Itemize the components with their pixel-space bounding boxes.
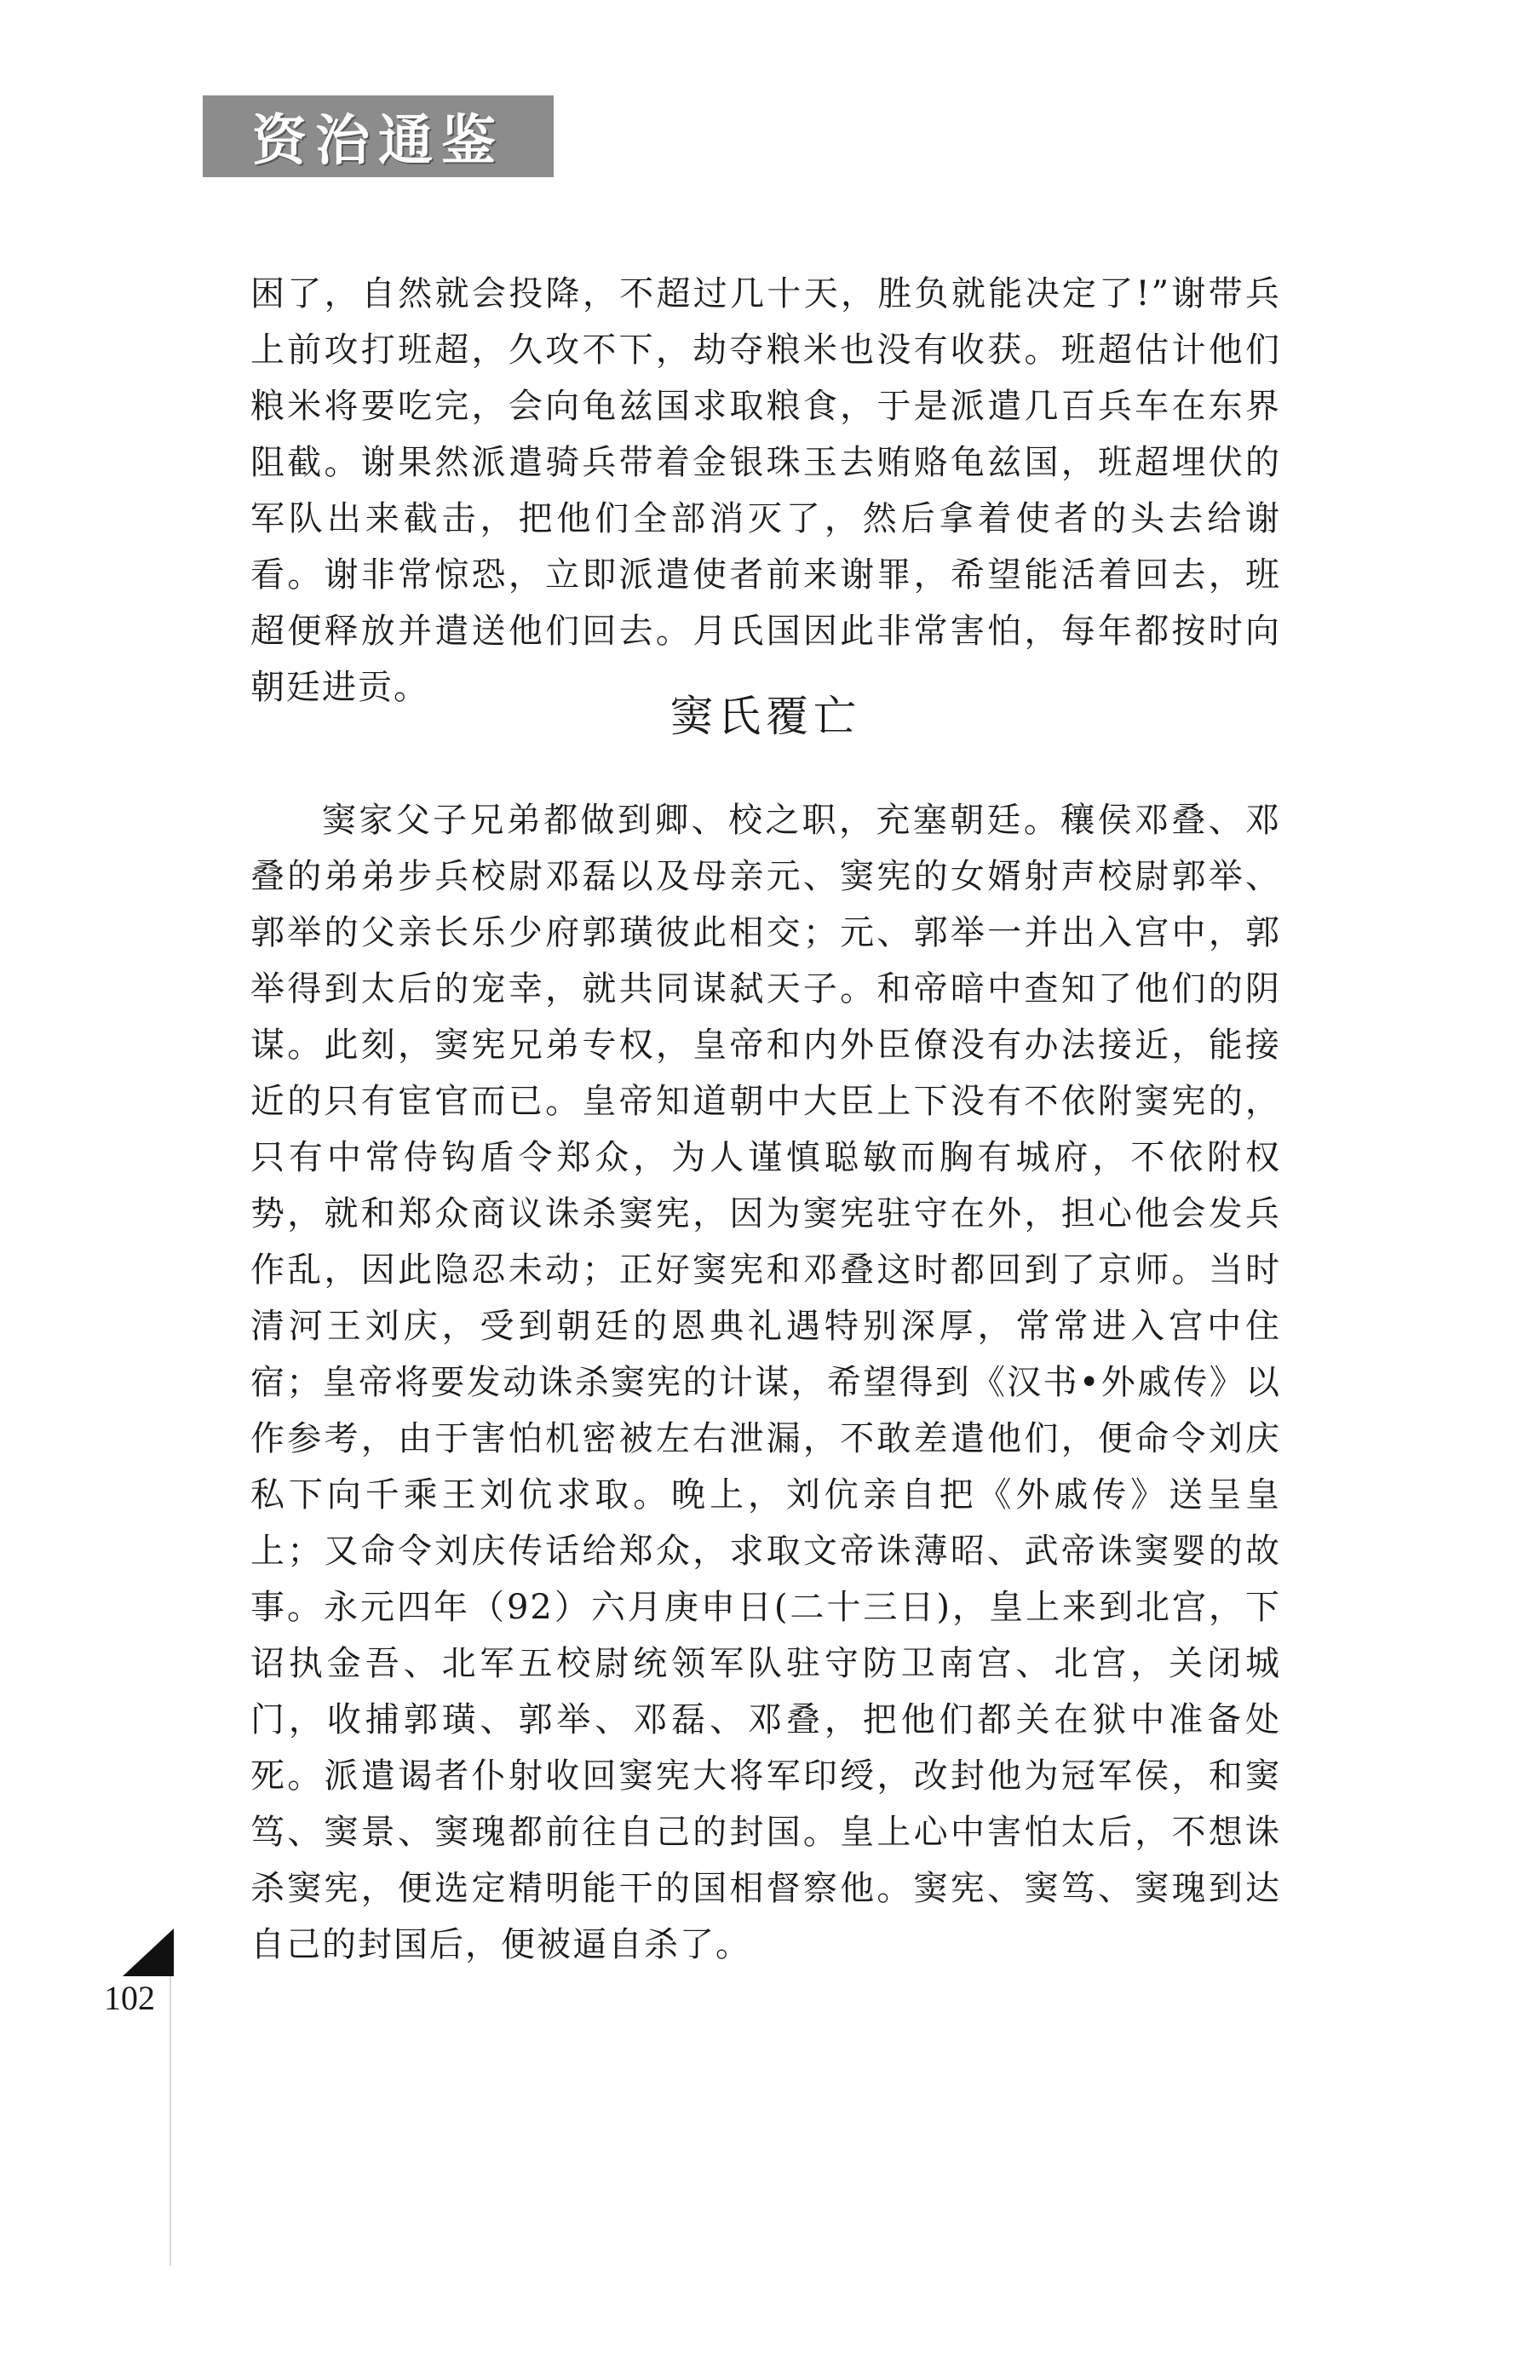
- page-number: 102: [104, 1979, 155, 2017]
- book-title: 资治通鉴: [252, 110, 504, 173]
- book-title-banner: [203, 95, 554, 177]
- paragraph: 困了，自然就会投降，不超过几十天，胜负就能决定了!”谢带兵上前攻打班超，久攻不下，劫夺粮米也没有收获。班超估计他们粮米将要吃完，会向龟兹国求取粮食，于是派遣几百兵车在东界阻截。谢果然派遣骑兵带着金银珠玉去贿赂龟兹国，班超埋伏的军队出来截击，把他们全部消灭了，然后拿着使者的头去给谢看。谢非常惊恐，立即派遣使者前来谢罪，希望能活着回去，班超便释放并遣送他们回去。月氏国因此非常害怕，每年都按时向朝廷进贡。: [250, 274, 1281, 707]
- text-continuation: [250, 266, 1281, 716]
- page-corner-triangle: [123, 1929, 174, 1976]
- margin-rule: [170, 1976, 171, 2266]
- section-body: [250, 792, 1281, 1973]
- paragraph: 窦家父子兄弟都做到卿、校之职，充塞朝廷。穰侯邓叠、邓叠的弟弟步兵校尉邓磊以及母亲元、窦宪的女婿射声校尉郭举、郭举的父亲长乐少府郭璜彼此相交；元、郭举一并出入宫中，郭举得到太后的宠幸，就共同谋弑天子。和帝暗中查知了他们的阴谋。此刻，窦宪兄弟专权，皇帝和内外臣僚没有办法接近，能接近的只有宦官而已。皇帝知道朝中大臣上下没有不依附窦宪的，只有中常侍钩盾令郑众，为人谨慎聪敏而胸有城府，不依附权势，就和郑众商议诛杀窦宪，因为窦宪驻守在外，担心他会发兵作乱，因此隐忍未动；正好窦宪和邓叠这时都回到了京师。当时清河王刘庆，受到朝廷的恩典礼遇特别深厚，常常进入宫中住宿；皇帝将要发动诛杀窦宪的计谋，希望得到《汉书•外戚传》以作参考，由于害怕机密被左右泄漏，不敢差遣他们，便命令刘庆私下向千乘王刘伉求取。晚上，刘伉亲自把《外戚传》送呈皇上；又命令刘庆传话给郑众，求取文帝诛薄昭、武帝诛窦婴的故事。永元四年（92）六月庚申日(二十三日)，皇上来到北宫，下诏执金吾、北军五校尉统领军队驻守防卫南宫、北宫，关闭城门，收捕郭璜、郭举、邓磊、邓叠，把他们都关在狱中准备处死。派遣谒者仆射收回窦宪大将军印绶，改封他为冠军侯，和窦笃、窦景、窦瑰都前往自己的封国。皇上心中害怕太后，不想诛杀窦宪，便选定精明能干的国相督察他。窦宪、窦笃、窦瑰到达自己的封国后，便被逼自杀了。: [250, 801, 1281, 1964]
- section-title: 窦氏覆亡: [670, 692, 861, 741]
